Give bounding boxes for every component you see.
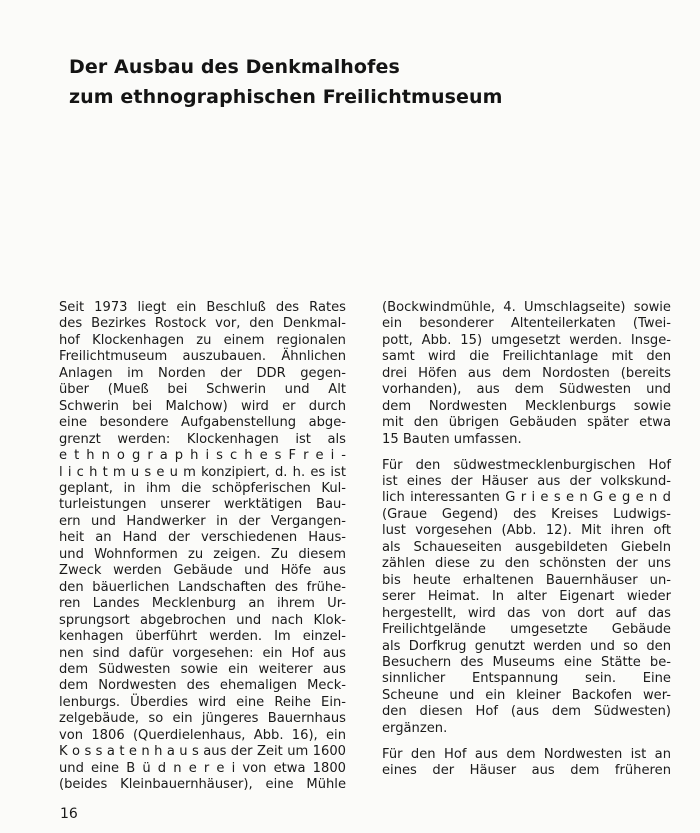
text-line: des Bezirkes Rostock vor, den Denkmal- (59, 316, 346, 332)
text-line: kenhagen überführt werden. Im einzel- (59, 629, 346, 645)
text-line: sinnlicher Entspannung sein. Eine (382, 671, 671, 687)
text-line: pott, Abb. 15) umgesetzt werden. Insge- (382, 332, 671, 348)
text-line: turleistungen unserer werktätigen Bau- (59, 497, 346, 513)
text-line: (Bockwindmühle, 4. Umschlagseite) sowie (382, 300, 671, 315)
text-line: hergestellt, wird das von dort auf das (382, 605, 671, 621)
left-column (59, 300, 346, 803)
title-line-1: Der Ausbau des Denkmalhofes (69, 56, 400, 78)
text-line: ein besonderer Altenteilerkaten (Twei- (382, 316, 671, 332)
text-line: ist eines der Häuser aus der volkskund- (382, 474, 671, 490)
text-line: vorhanden), aus dem Südwesten und (382, 382, 671, 398)
text-line: hof Klockenhagen zu einem regionalen (59, 332, 346, 348)
text-line: bis heute erhaltenen Bauernhäuser un- (382, 572, 671, 588)
right-paragraph-2 (382, 458, 671, 738)
text-line: zelgebäude, so ein jüngeres Bauernhaus (59, 711, 346, 727)
text-line: lust vorgesehen (Abb. 12). Mit ihren oft (382, 523, 671, 539)
page-number: 16 (60, 806, 78, 822)
title-line-2: zum ethnographischen Freilichtmuseum (69, 86, 503, 108)
text-line: Besuchern des Museums eine Stätte be- (382, 655, 671, 671)
text-line: ern und Handwerker in der Vergangen- (59, 513, 346, 529)
text-line: Seit 1973 liegt ein Beschluß des Rates (59, 300, 346, 315)
text-line: lenburgs. Überdies wird eine Reihe Ein- (59, 694, 346, 710)
text-line: nen sind dafür vorgesehen: ein Hof aus (59, 645, 346, 661)
text-line: als Schaueseiten ausgebildeten Giebeln (382, 539, 671, 555)
right-column (382, 300, 671, 789)
text-line: dem Nordwesten des ehemaligen Meck- (59, 678, 346, 694)
text-line: eines der Häuser aus dem früheren (382, 763, 671, 779)
text-line: mit den übrigen Gebäuden später etwa (382, 415, 671, 431)
text-line: Freilichtmuseum auszubauen. Ähnlichen (59, 349, 346, 365)
text-line: heit an Hand der verschiedenen Haus- (59, 530, 346, 546)
text-line: dem Südwesten sowie ein weiterer aus (59, 661, 346, 677)
text-line: ren Landes Mecklenburg an ihrem Ur- (59, 596, 346, 612)
page-title (69, 52, 503, 112)
text-line: über (Mueß bei Schwerin und Alt (59, 382, 346, 398)
text-line: zählen diese zu den schönsten der uns (382, 556, 671, 572)
text-line: Zweck werden Gebäude und Höfe aus (59, 563, 346, 579)
text-line: serer Heimat. In alter Eigenart wieder (382, 589, 671, 605)
text-line: Anlagen im Norden der DDR gegen- (59, 365, 346, 381)
text-line: und eine B ü d n e r e i von etwa 1800 (59, 760, 346, 776)
text-line: den bäuerlichen Landschaften des frühe- (59, 579, 346, 595)
text-line: K o s s a t e n h a u s aus der Zeit um 1600 (59, 744, 346, 760)
text-line: 15 Bauten umfassen. (382, 431, 522, 447)
text-line: von 1806 (Querdielenhaus, Abb. 16), ein (59, 727, 346, 743)
text-line: samt wird die Freilichtanlage mit den (382, 349, 671, 365)
text-line: l i c h t m u s e u m konzipiert, d. h. es ist (59, 464, 346, 480)
right-paragraph-1 (382, 300, 671, 448)
text-line: Schwerin bei Malchow) wird er durch (59, 398, 346, 414)
text-line: ergänzen. (382, 720, 448, 736)
text-line: e t h n o g r a p h i s c h e s F r e i - (59, 448, 346, 464)
text-line: Scheune und ein kleiner Backofen wer- (382, 687, 671, 703)
text-line: Für den südwestmecklenburgischen Hof (382, 457, 671, 473)
text-line: grenzt werden: Klockenhagen ist als (59, 431, 346, 447)
text-line: Für den Hof aus dem Nordwesten ist an (382, 746, 671, 762)
left-paragraph (59, 300, 346, 794)
text-line: (Graue Gegend) des Kreises Ludwigs- (382, 506, 671, 522)
text-line: als Dorfkrug genutzt werden und so den (382, 638, 671, 654)
text-line: lich interessanten G r i e s e n G e g e n d (382, 490, 671, 506)
text-line: drei Höfen aus dem Nordosten (bereits (382, 365, 671, 381)
text-line: dem Nordwesten Mecklenburgs sowie (382, 398, 671, 414)
text-line: Freilichtgelände umgesetzte Gebäude (382, 622, 671, 638)
text-line: eine besondere Aufgabenstellung abge- (59, 415, 346, 431)
text-line: geplant, in ihm die schöpferischen Kul- (59, 480, 346, 496)
text-line: den diesen Hof (aus dem Südwesten) (382, 704, 671, 720)
text-line: und Wohnformen zu zeigen. Zu diesem (59, 546, 346, 562)
text-line: sprungsort abgebrochen und nach Klok- (59, 612, 346, 628)
right-paragraph-3 (382, 747, 671, 780)
text-line: (beides Kleinbauernhäuser), eine Mühle (59, 777, 346, 793)
